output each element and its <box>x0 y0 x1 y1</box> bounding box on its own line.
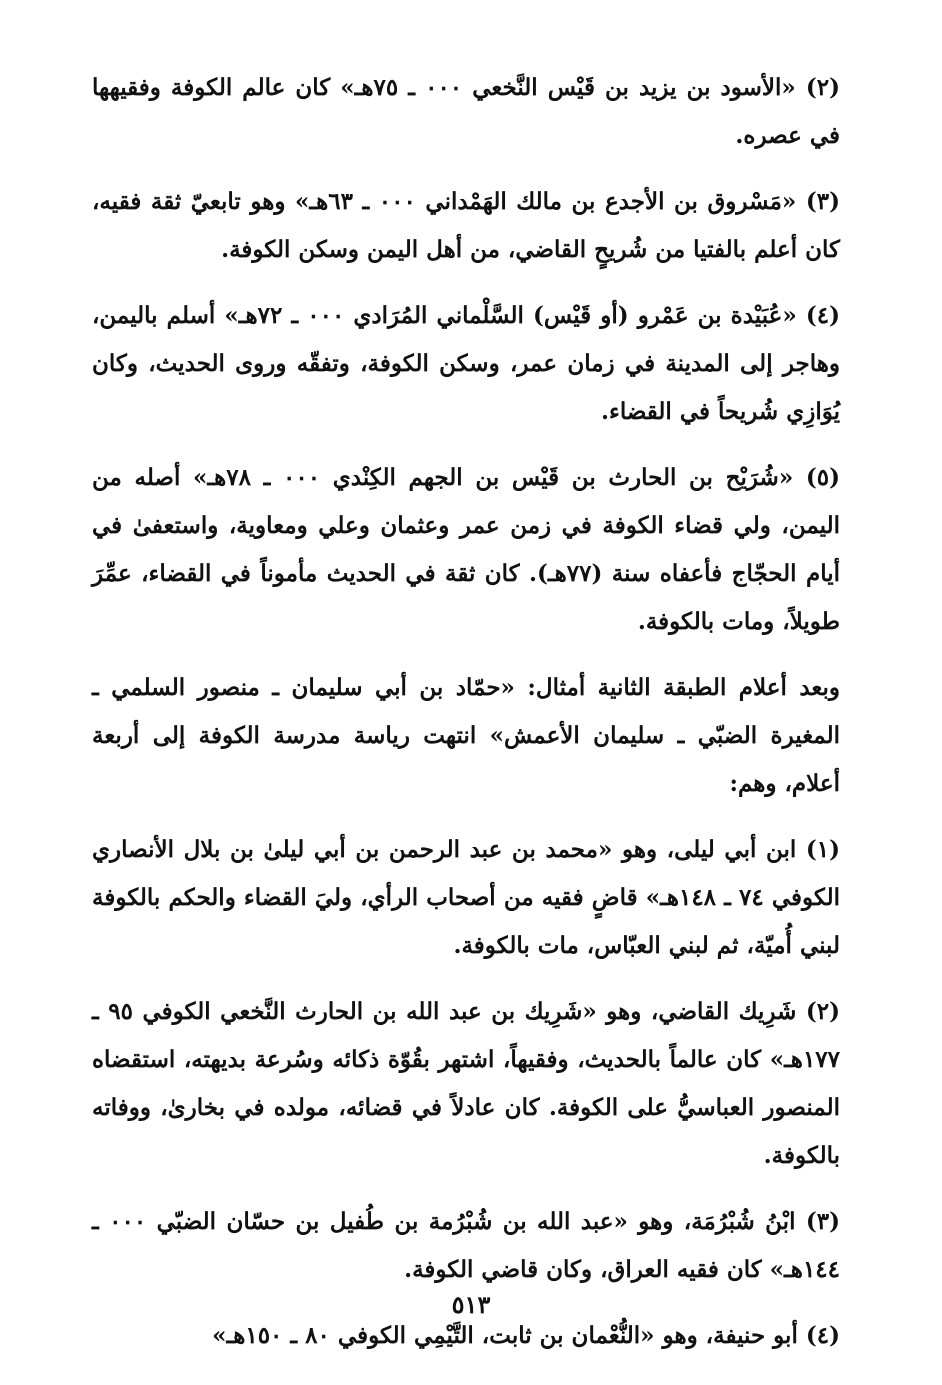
paragraph-sharik: (٢) شَرِيك القاضي، وهو «شَرِيك بن عبد الله بن الحارث النَّخعي الكوفي ٩٥ ـ ١٧٧هـ» كان عالماً بالحديث، وفقيهاً، اشتهر بقُوّة ذكائه وسُرعة بديهته، استقضاه المنصور العباسيُّ على الكوفة. كان عادلاً في قضائه، مولده في بخارىٰ، ووفاته بالكوفة. <box>92 998 840 1169</box>
paragraph-intro-four-scholars: وبعد أعلام الطبقة الثانية أمثال: «حمّاد بن أبي سليمان ـ منصور السلمي ـ المغيرة الضبّي ـ سليمان الأعمش» انتهت رياسة مدرسة الكوفة إلى أربعة أعلام، وهم: <box>92 674 840 797</box>
page-number: ٥١٣ <box>451 1290 491 1319</box>
page-body <box>92 64 840 1364</box>
paragraph-abu-hanifa: (٤) أبو حنيفة، وهو «النُّعْمان بن ثابت، التَّيْمِي الكوفي ٨٠ ـ ١٥٠هـ» <box>212 1322 840 1349</box>
paragraph-aswad: (٢) «الأسود بن يزيد بن قَيْس النَّخعي ٠٠٠ ـ ٧٥هـ» كان عالم الكوفة وفقيهها في عصره. <box>92 74 840 149</box>
paragraph-ubayda: (٤) «عُبَيْدة بن عَمْرو (أو قَيْس) السَّلْماني المُرَادي ٠٠٠ ـ ٧٢هـ» أسلم باليمن، وهاجر إلى المدينة في زمان عمر، وسكن الكوفة، وتفقّه وروى الحديث، وكان يُوَازِي شُريحاً في القضاء. <box>92 302 840 425</box>
paragraph-masruq: (٣) «مَسْروق بن الأجدع بن مالك الهَمْداني ٠٠٠ ـ ٦٣هـ» وهو تابعيّ ثقة فقيه، كان أعلم بالفتيا من شُريحٍ القاضي، من أهل اليمن وسكن الكوفة. <box>92 188 840 263</box>
paragraph-ibn-abi-layla: (١) ابن أبي ليلى، وهو «محمد بن عبد الرحمن بن أبي ليلىٰ بن بلال الأنصاري الكوفي ٧٤ ـ ١٤٨هـ» قاضٍ فقيه من أصحاب الرأي، وليَ القضاء والحكم بالكوفة لبني أُميّة، ثم لبني العبّاس، مات بالكوفة. <box>92 836 841 959</box>
paragraph-ibn-shubruma: (٣) ابْنُ شُبْرُمَة، وهو «عبد الله بن شُبْرُمة بن طُفيل بن حسّان الضبّي ٠٠٠ ـ ١٤٤هـ» كان فقيه العراق، وكان قاضي الكوفة. <box>92 1208 840 1283</box>
paragraph-shurayh: (٥) «شُرَيْح بن الحارث بن قَيْس بن الجهم الكِنْدي ٠٠٠ ـ ٧٨هـ» أصله من اليمن، ولي قضاء الكوفة في زمن عمر وعثمان وعلي ومعاوية، واستعفىٰ في أيام الحجّاج فأعفاه سنة (٧٧هـ). كان ثقة في الحديث مأموناً في القضاء، عمِّرَ طويلاً، ومات بالكوفة. <box>92 464 840 635</box>
